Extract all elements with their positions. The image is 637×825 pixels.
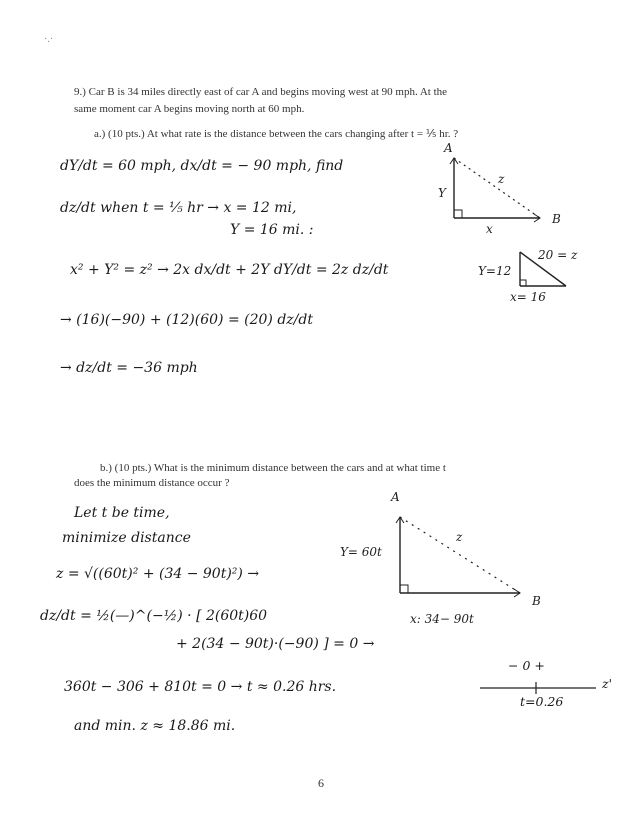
diagram3-label-a: A	[391, 490, 400, 504]
problem-line-1: 9.) Car B is 34 miles directly east of car A and begins moving west at 90 mph. At the	[74, 86, 448, 98]
diagram3-label-z: z	[456, 530, 463, 544]
part-a-given-1: dY/dt = 60 mph, dx/dt = − 90 mph, find	[60, 158, 344, 174]
part-a-given-3: Y = 16 mi. :	[230, 222, 314, 238]
part-a-result: → dz/dt = −36 mph	[60, 360, 198, 376]
part-b-question-2: does the minimum distance occur ?	[74, 477, 230, 489]
diagram3-label-b: B	[532, 594, 541, 608]
sign-chart-end: z'	[602, 676, 613, 691]
diagram1-label-b: B	[552, 212, 561, 226]
diagram1-label-y: Y	[438, 186, 446, 200]
diagram1-label-z: z	[498, 172, 505, 186]
part-b-triangle-diagram	[392, 505, 542, 605]
part-b-question-1: b.) (10 pts.) What is the minimum distance between the cars and at what time t	[100, 462, 446, 474]
part-b-derivative-1: dz/dt = ½(—)^(−½) · [ 2(60t)60	[40, 608, 268, 624]
part-b-work-2: minimize distance	[62, 530, 191, 546]
page-number: 6	[318, 776, 324, 790]
diagram1-label-a: A	[444, 141, 453, 155]
part-b-distance: z = √((60t)² + (34 − 90t)²) →	[56, 566, 260, 582]
diagram2-label-x: x= 16	[510, 290, 546, 304]
sign-chart-point: t=0.26	[520, 694, 564, 709]
part-b-work-1: Let t be time,	[74, 505, 170, 521]
part-a-equation: x² + Y² = z² → 2x dx/dt + 2Y dY/dt = 2z dz/dt	[70, 262, 389, 278]
part-b-derivative-2: + 2(34 − 90t)·(−90) ] = 0 →	[176, 636, 375, 652]
sign-chart-signs: − 0 +	[508, 658, 545, 673]
diagram2-label-y: Y=12	[478, 264, 512, 278]
diagram3-label-y: Y= 60t	[340, 545, 382, 559]
part-b-solve: 360t − 306 + 810t = 0 → t ≈ 0.26 hrs.	[64, 679, 337, 695]
problem-line-2: same moment car A begins moving north at 60 mph.	[74, 103, 305, 115]
part-a-substitution: → (16)(−90) + (12)(60) = (20) dz/dt	[60, 312, 313, 328]
diagram3-label-x: x: 34− 90t	[410, 612, 474, 626]
part-a-question: a.) (10 pts.) At what rate is the distance between the cars changing after t = ⅕ hr. ?	[94, 128, 459, 140]
part-b-answer: and min. z ≈ 18.86 mi.	[74, 718, 236, 734]
diagram2-label-hyp: 20 = z	[538, 248, 578, 262]
part-a-given-2: dz/dt when t = ⅕ hr → x = 12 mi,	[60, 200, 297, 216]
corner-mark: ·.·	[44, 34, 54, 45]
part-a-triangle-diagram	[440, 140, 570, 240]
diagram1-label-x: x	[486, 222, 493, 236]
